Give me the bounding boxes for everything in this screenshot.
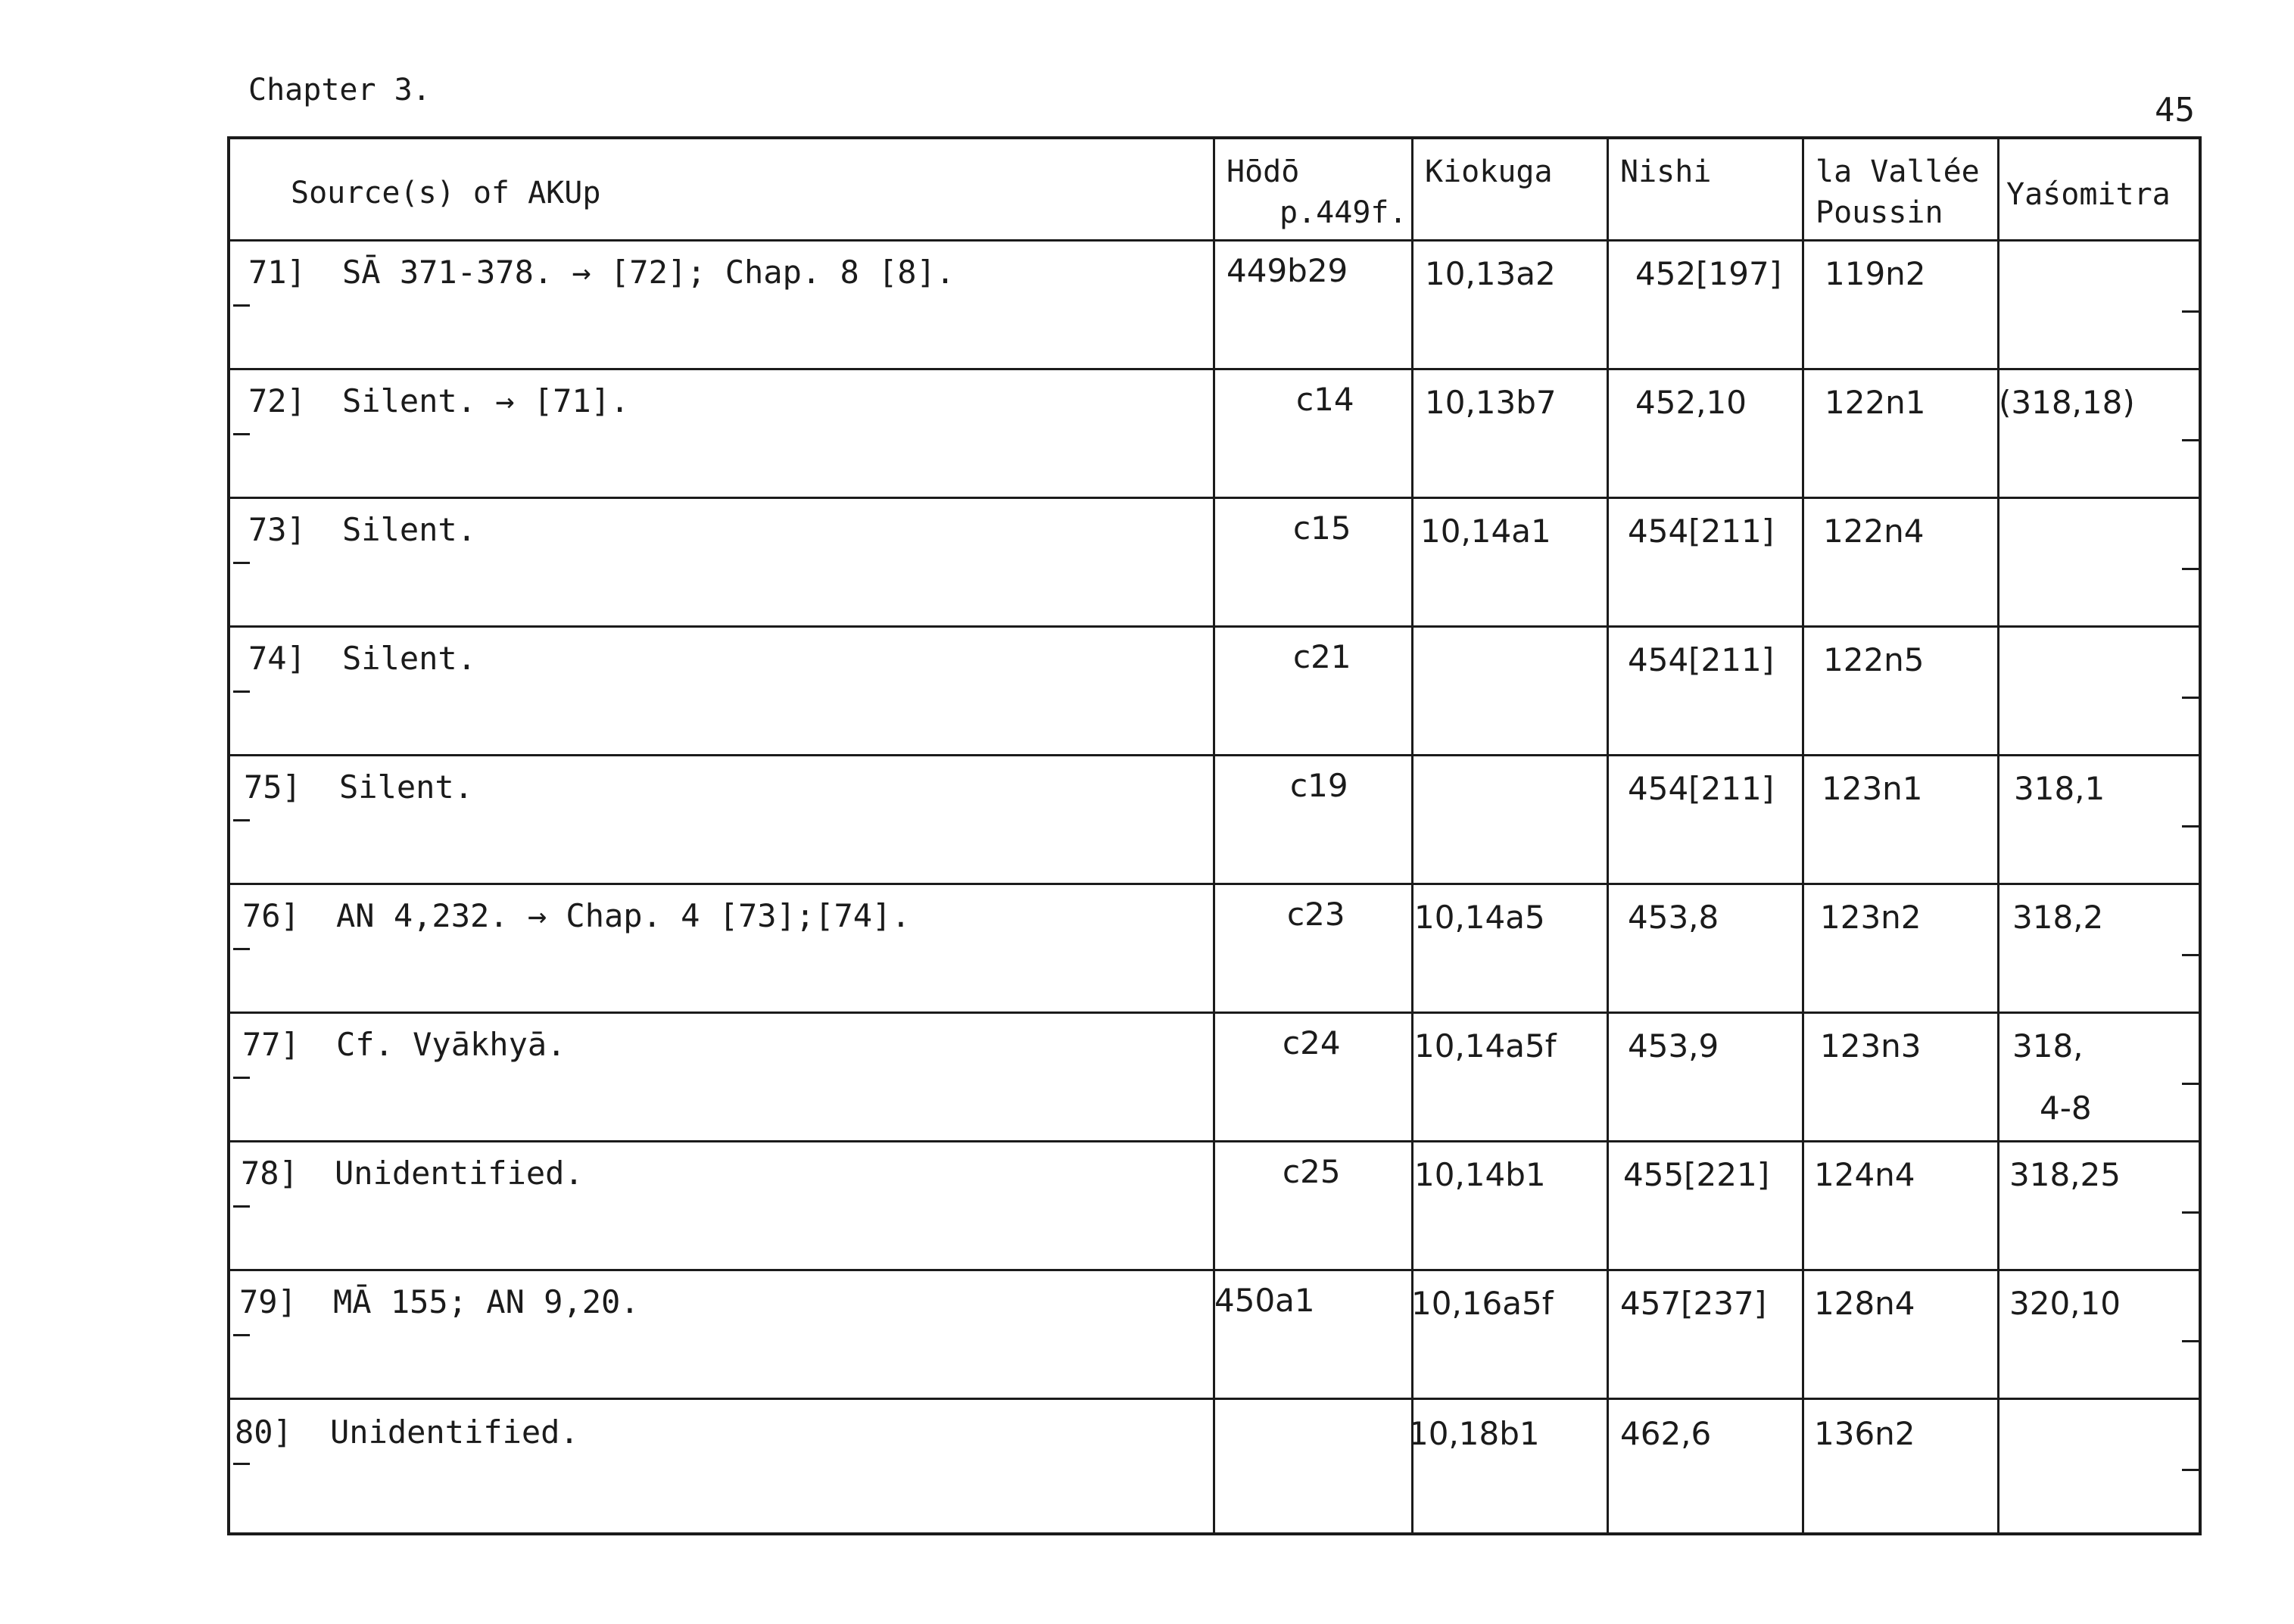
row-lvp: 122n4 bbox=[1823, 513, 1925, 550]
row-nishi: 457[237] bbox=[1620, 1285, 1767, 1322]
guide-tick bbox=[233, 1205, 250, 1208]
row-source: Silent. bbox=[339, 768, 474, 806]
row-lvp: 123n2 bbox=[1820, 899, 1922, 936]
row-source: Unidentified. bbox=[330, 1414, 579, 1451]
guide-tick bbox=[2182, 954, 2199, 956]
row-divider bbox=[230, 625, 2199, 628]
header-hodo-line1: Hōdō bbox=[1226, 154, 1300, 189]
guide-tick bbox=[233, 1334, 250, 1336]
guide-tick bbox=[233, 1077, 250, 1079]
row-kiokuga: 10,18b1 bbox=[1408, 1415, 1540, 1452]
row-nishi: 453,9 bbox=[1628, 1027, 1719, 1064]
row-number: 74] bbox=[248, 640, 306, 677]
row-hodo: 449b29 bbox=[1226, 252, 1348, 289]
row-number: 73] bbox=[248, 511, 306, 548]
source-table bbox=[227, 136, 2202, 1535]
row-yasomitra-continued: 4-8 bbox=[2040, 1089, 2092, 1127]
row-yasomitra: 318,25 bbox=[2009, 1156, 2121, 1193]
column-divider bbox=[1607, 139, 1609, 1532]
row-divider bbox=[230, 1011, 2199, 1014]
row-nishi: 455[221] bbox=[1623, 1156, 1770, 1193]
row-lvp: 123n1 bbox=[1822, 770, 1923, 807]
guide-tick bbox=[233, 819, 250, 821]
row-source: Unidentified. bbox=[335, 1155, 584, 1192]
row-yasomitra: 320,10 bbox=[2009, 1285, 2121, 1322]
row-source: Cf. Vyākhyā. bbox=[336, 1026, 566, 1063]
header-lvp-line1: la Vallée bbox=[1816, 154, 1980, 189]
row-nishi: 454[211] bbox=[1628, 770, 1775, 807]
row-source: SĀ 371-378. → [72]; Chap. 8 [8]. bbox=[342, 254, 955, 291]
row-hodo: 450a1 bbox=[1214, 1282, 1315, 1319]
row-nishi: 453,8 bbox=[1628, 899, 1719, 936]
column-divider bbox=[1997, 139, 1999, 1532]
row-hodo: c19 bbox=[1290, 767, 1348, 804]
row-divider bbox=[230, 883, 2199, 885]
row-nishi: 454[211] bbox=[1628, 641, 1775, 678]
row-divider bbox=[230, 368, 2199, 370]
row-divider bbox=[230, 1398, 2199, 1400]
row-number: 80] bbox=[235, 1414, 292, 1451]
row-lvp: 128n4 bbox=[1814, 1285, 1915, 1322]
guide-tick bbox=[233, 1463, 250, 1465]
guide-tick bbox=[233, 433, 250, 435]
row-lvp: 136n2 bbox=[1814, 1415, 1915, 1452]
header-lvp-line2: Poussin bbox=[1816, 195, 1943, 230]
guide-tick bbox=[233, 690, 250, 693]
guide-tick bbox=[2182, 697, 2199, 699]
row-divider bbox=[230, 1140, 2199, 1142]
row-kiokuga: 10,14a1 bbox=[1420, 513, 1551, 550]
row-kiokuga: 10,13b7 bbox=[1425, 384, 1557, 421]
row-yasomitra: 318, bbox=[2012, 1027, 2084, 1064]
row-kiokuga: 10,13a2 bbox=[1425, 255, 1556, 292]
guide-tick bbox=[2182, 1083, 2199, 1085]
row-divider bbox=[230, 497, 2199, 499]
guide-tick bbox=[2182, 1340, 2199, 1342]
row-nishi: 452[197] bbox=[1635, 255, 1782, 292]
row-lvp: 122n1 bbox=[1825, 384, 1926, 421]
row-number: 71] bbox=[248, 254, 306, 291]
row-number: 76] bbox=[242, 897, 300, 934]
row-yasomitra: 318,1 bbox=[2014, 770, 2105, 807]
row-lvp: 124n4 bbox=[1814, 1156, 1915, 1193]
row-number: 77] bbox=[242, 1026, 300, 1063]
row-hodo: c15 bbox=[1293, 510, 1351, 547]
row-yasomitra: (318,18) bbox=[1999, 384, 2135, 421]
row-hodo: c24 bbox=[1283, 1024, 1341, 1061]
row-nishi: 462,6 bbox=[1620, 1415, 1712, 1452]
page-number: 45 bbox=[2155, 91, 2195, 129]
header-nishi: Nishi bbox=[1620, 154, 1712, 189]
row-hodo: c25 bbox=[1283, 1153, 1341, 1190]
guide-tick bbox=[2182, 310, 2199, 313]
column-divider bbox=[1802, 139, 1804, 1532]
guide-tick bbox=[2182, 825, 2199, 828]
guide-tick bbox=[2182, 439, 2199, 441]
row-hodo: c21 bbox=[1293, 638, 1351, 675]
row-kiokuga: 10,14a5 bbox=[1414, 899, 1545, 936]
row-source: Silent. → [71]. bbox=[342, 382, 630, 419]
header-kiokuga: Kiokuga bbox=[1425, 154, 1553, 189]
chapter-heading: Chapter 3. bbox=[248, 73, 431, 108]
row-lvp: 123n3 bbox=[1820, 1027, 1922, 1064]
row-source: Silent. bbox=[342, 640, 477, 677]
column-divider bbox=[1213, 139, 1215, 1532]
row-hodo: c14 bbox=[1296, 381, 1354, 418]
guide-tick bbox=[233, 304, 250, 307]
row-source: Silent. bbox=[342, 511, 477, 548]
row-number: 79] bbox=[239, 1283, 297, 1320]
row-source: MĀ 155; AN 9,20. bbox=[333, 1283, 640, 1320]
row-lvp: 119n2 bbox=[1825, 255, 1926, 292]
row-yasomitra: 318,2 bbox=[2012, 899, 2104, 936]
row-divider bbox=[230, 1269, 2199, 1271]
guide-tick bbox=[2182, 568, 2199, 570]
row-number: 72] bbox=[248, 382, 306, 419]
row-kiokuga: 10,14b1 bbox=[1414, 1156, 1546, 1193]
row-number: 78] bbox=[241, 1155, 298, 1192]
row-lvp: 122n5 bbox=[1823, 641, 1925, 678]
row-kiokuga: 10,16a5f bbox=[1411, 1285, 1554, 1322]
row-divider bbox=[230, 754, 2199, 756]
row-nishi: 454[211] bbox=[1628, 513, 1775, 550]
row-kiokuga: 10,14a5f bbox=[1414, 1027, 1557, 1064]
header-yasomitra: Yaśomitra bbox=[2006, 177, 2171, 212]
row-divider bbox=[230, 239, 2199, 242]
row-nishi: 452,10 bbox=[1635, 384, 1747, 421]
row-source: AN 4,232. → Chap. 4 [73];[74]. bbox=[336, 897, 911, 934]
guide-tick bbox=[233, 562, 250, 564]
guide-tick bbox=[233, 948, 250, 950]
row-number: 75] bbox=[244, 768, 301, 806]
header-hodo-line2: p.449f. bbox=[1279, 195, 1407, 230]
row-hodo: c23 bbox=[1287, 896, 1345, 933]
header-source: Source(s) of AKUp bbox=[291, 176, 601, 210]
guide-tick bbox=[2182, 1211, 2199, 1214]
guide-tick bbox=[2182, 1469, 2199, 1471]
